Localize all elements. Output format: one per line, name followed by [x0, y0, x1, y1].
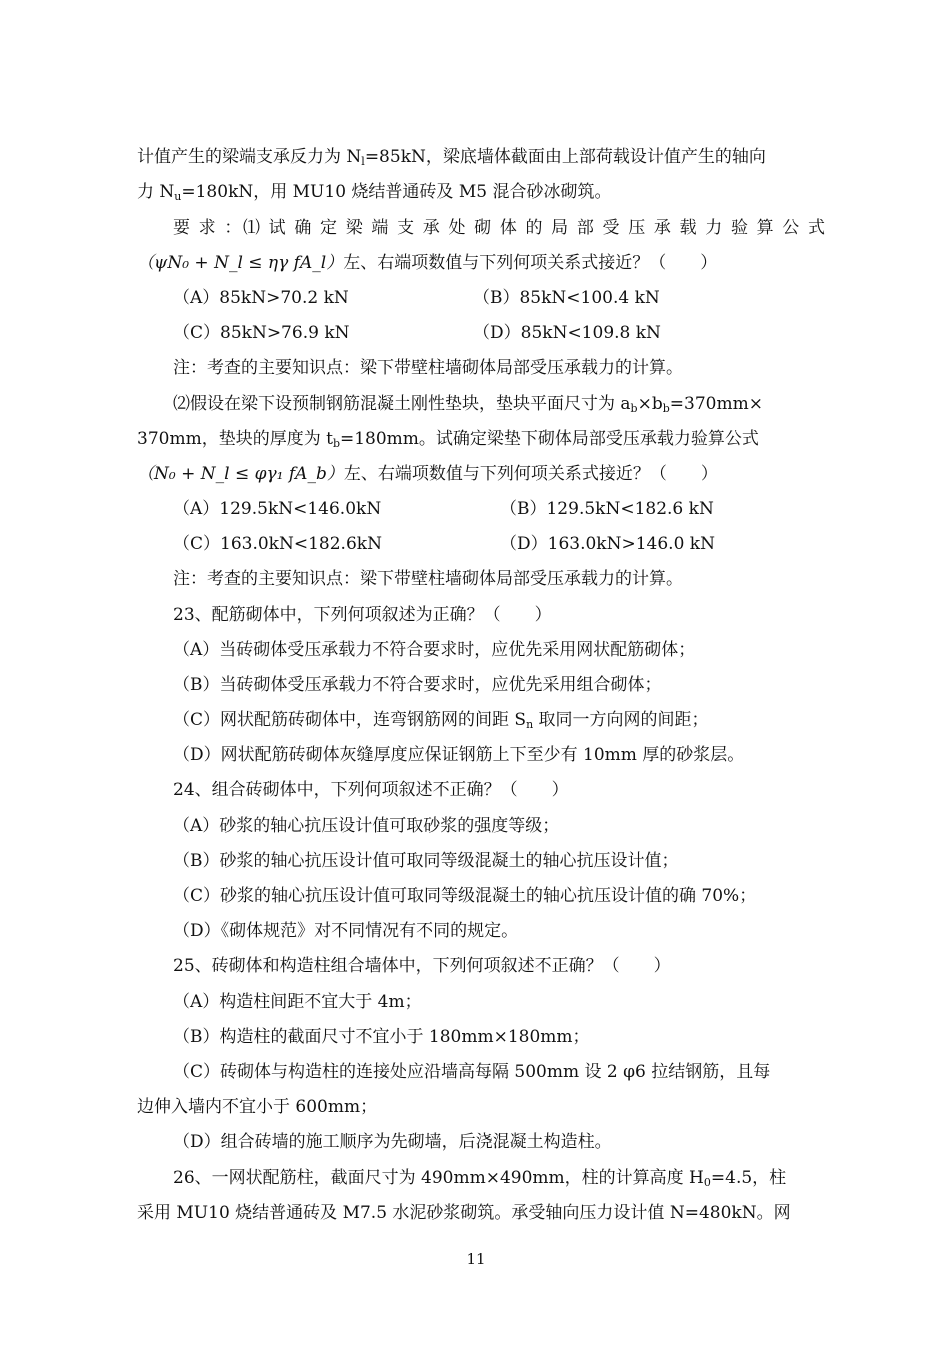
formula: （ψN₀ + N_l ≤ ηγ fA_l） [137, 253, 344, 273]
option-c: （C）163.0kN<182.6kN [173, 534, 382, 554]
option-a: （A）85kN>70.2 kN [173, 288, 349, 308]
option-a: （A）构造柱间距不宜大于 4m； [173, 992, 422, 1012]
note: 注：考查的主要知识点：梁下带壁柱墙砌体局部受压承载力的计算。 [173, 358, 683, 378]
option-d: （D）《砌体规范》对不同情况有不同的规定。 [173, 921, 519, 941]
option-b: （B）85kN<100.4 kN [473, 288, 660, 308]
option-c: （C）网状配筋砖砌体中，连弯钢筋网的间距 $S_n$ 取同一方向网的间距； [173, 710, 709, 731]
option-a: （A）砂浆的轴心抗压设计值可取砂浆的强度等级； [173, 816, 560, 836]
text-line: 力 $N_u=180kN$，用 MU10 烧结普通砖及 M5 混合砂冰砌筑。 [137, 182, 612, 203]
option-a: （A）129.5kN<146.0kN [173, 499, 382, 519]
option-b: （B）129.5kN<182.6 kN [500, 499, 714, 519]
question-26: 26、一网状配筋柱，截面尺寸为 490mm×490mm，柱的计算高度 $H_0=4.5$，柱 [173, 1168, 787, 1189]
option-d: （D）85kN<109.8 kN [473, 323, 661, 343]
text-line: ⑵假设在梁下设预制钢筋混凝土刚性垫块，垫块平面尺寸为 $a_b\times b_b=370mm\times$ [173, 394, 763, 415]
option-c: （C）砂浆的轴心抗压设计值可取同等级混凝土的轴心抗压设计值的确 70%； [173, 886, 757, 906]
formula: （N₀ + N_l ≤ φγ₁ fA_b） [137, 464, 344, 484]
option-b: （B）当砖砌体受压承载力不符合要求时，应优先采用组合砌体； [173, 675, 662, 695]
option-d: （D）163.0kN>146.0 kN [500, 534, 715, 554]
text-line: 370mm，垫块的厚度为 $t_b=180mm$。试确定梁垫下砌体局部受压承载力验算公式 [137, 429, 759, 450]
option-c: （C）85kN>76.9 kN [173, 323, 350, 343]
text-line: 要 求 ：⑴ 试 确 定 梁 端 支 承 处 砌 体 的 局 部 受 压 承 载 力 验 算 公 式 [173, 218, 825, 238]
note: 注：考查的主要知识点：梁下带壁柱墙砌体局部受压承载力的计算。 [173, 569, 683, 589]
formula-line: （N₀ + N_l ≤ φγ₁ fA_b）左、右端项数值与下列何项关系式接近？（ ） [137, 464, 718, 484]
option-b: （B）构造柱的截面尺寸不宜小于 180mm×180mm； [173, 1027, 590, 1047]
page-number: 11 [466, 1250, 486, 1268]
option-d: （D）网状配筋砖砌体灰缝厚度应保证钢筋上下至少有 10mm 厚的砂浆层。 [173, 745, 745, 765]
question-24: 24、组合砖砌体中，下列何项叙述不正确？（ ） [173, 780, 569, 800]
question-25: 25、砖砌体和构造柱组合墙体中，下列何项叙述不正确？（ ） [173, 956, 671, 976]
option-a: （A）当砖砌体受压承载力不符合要求时，应优先采用网状配筋砌体； [173, 640, 696, 660]
option-c-continued: 边伸入墙内不宜小于 600mm； [137, 1097, 378, 1117]
option-d: （D）组合砖墙的施工顺序为先砌墙，后浇混凝土构造柱。 [173, 1132, 612, 1152]
option-c: （C）砖砌体与构造柱的连接处应沿墙高每隔 500mm 设 2 φ6 拉结钢筋，且每 [173, 1062, 771, 1082]
formula-line: （ψN₀ + N_l ≤ ηγ fA_l）左、右端项数值与下列何项关系式接近？（ ） [137, 253, 718, 273]
text-line: 计值产生的梁端支承反力为 $N_l=85kN$，梁底墙体截面由上部荷载设计值产生的轴向 [137, 147, 766, 168]
question-26-continued: 采用 MU10 烧结普通砖及 M7.5 水泥砂浆砌筑。承受轴向压力设计值 N=480kN。网 [137, 1203, 791, 1223]
option-b: （B）砂浆的轴心抗压设计值可取同等级混凝土的轴心抗压设计值； [173, 851, 679, 871]
question-23: 23、配筋砌体中，下列何项叙述为正确？（ ） [173, 605, 552, 625]
